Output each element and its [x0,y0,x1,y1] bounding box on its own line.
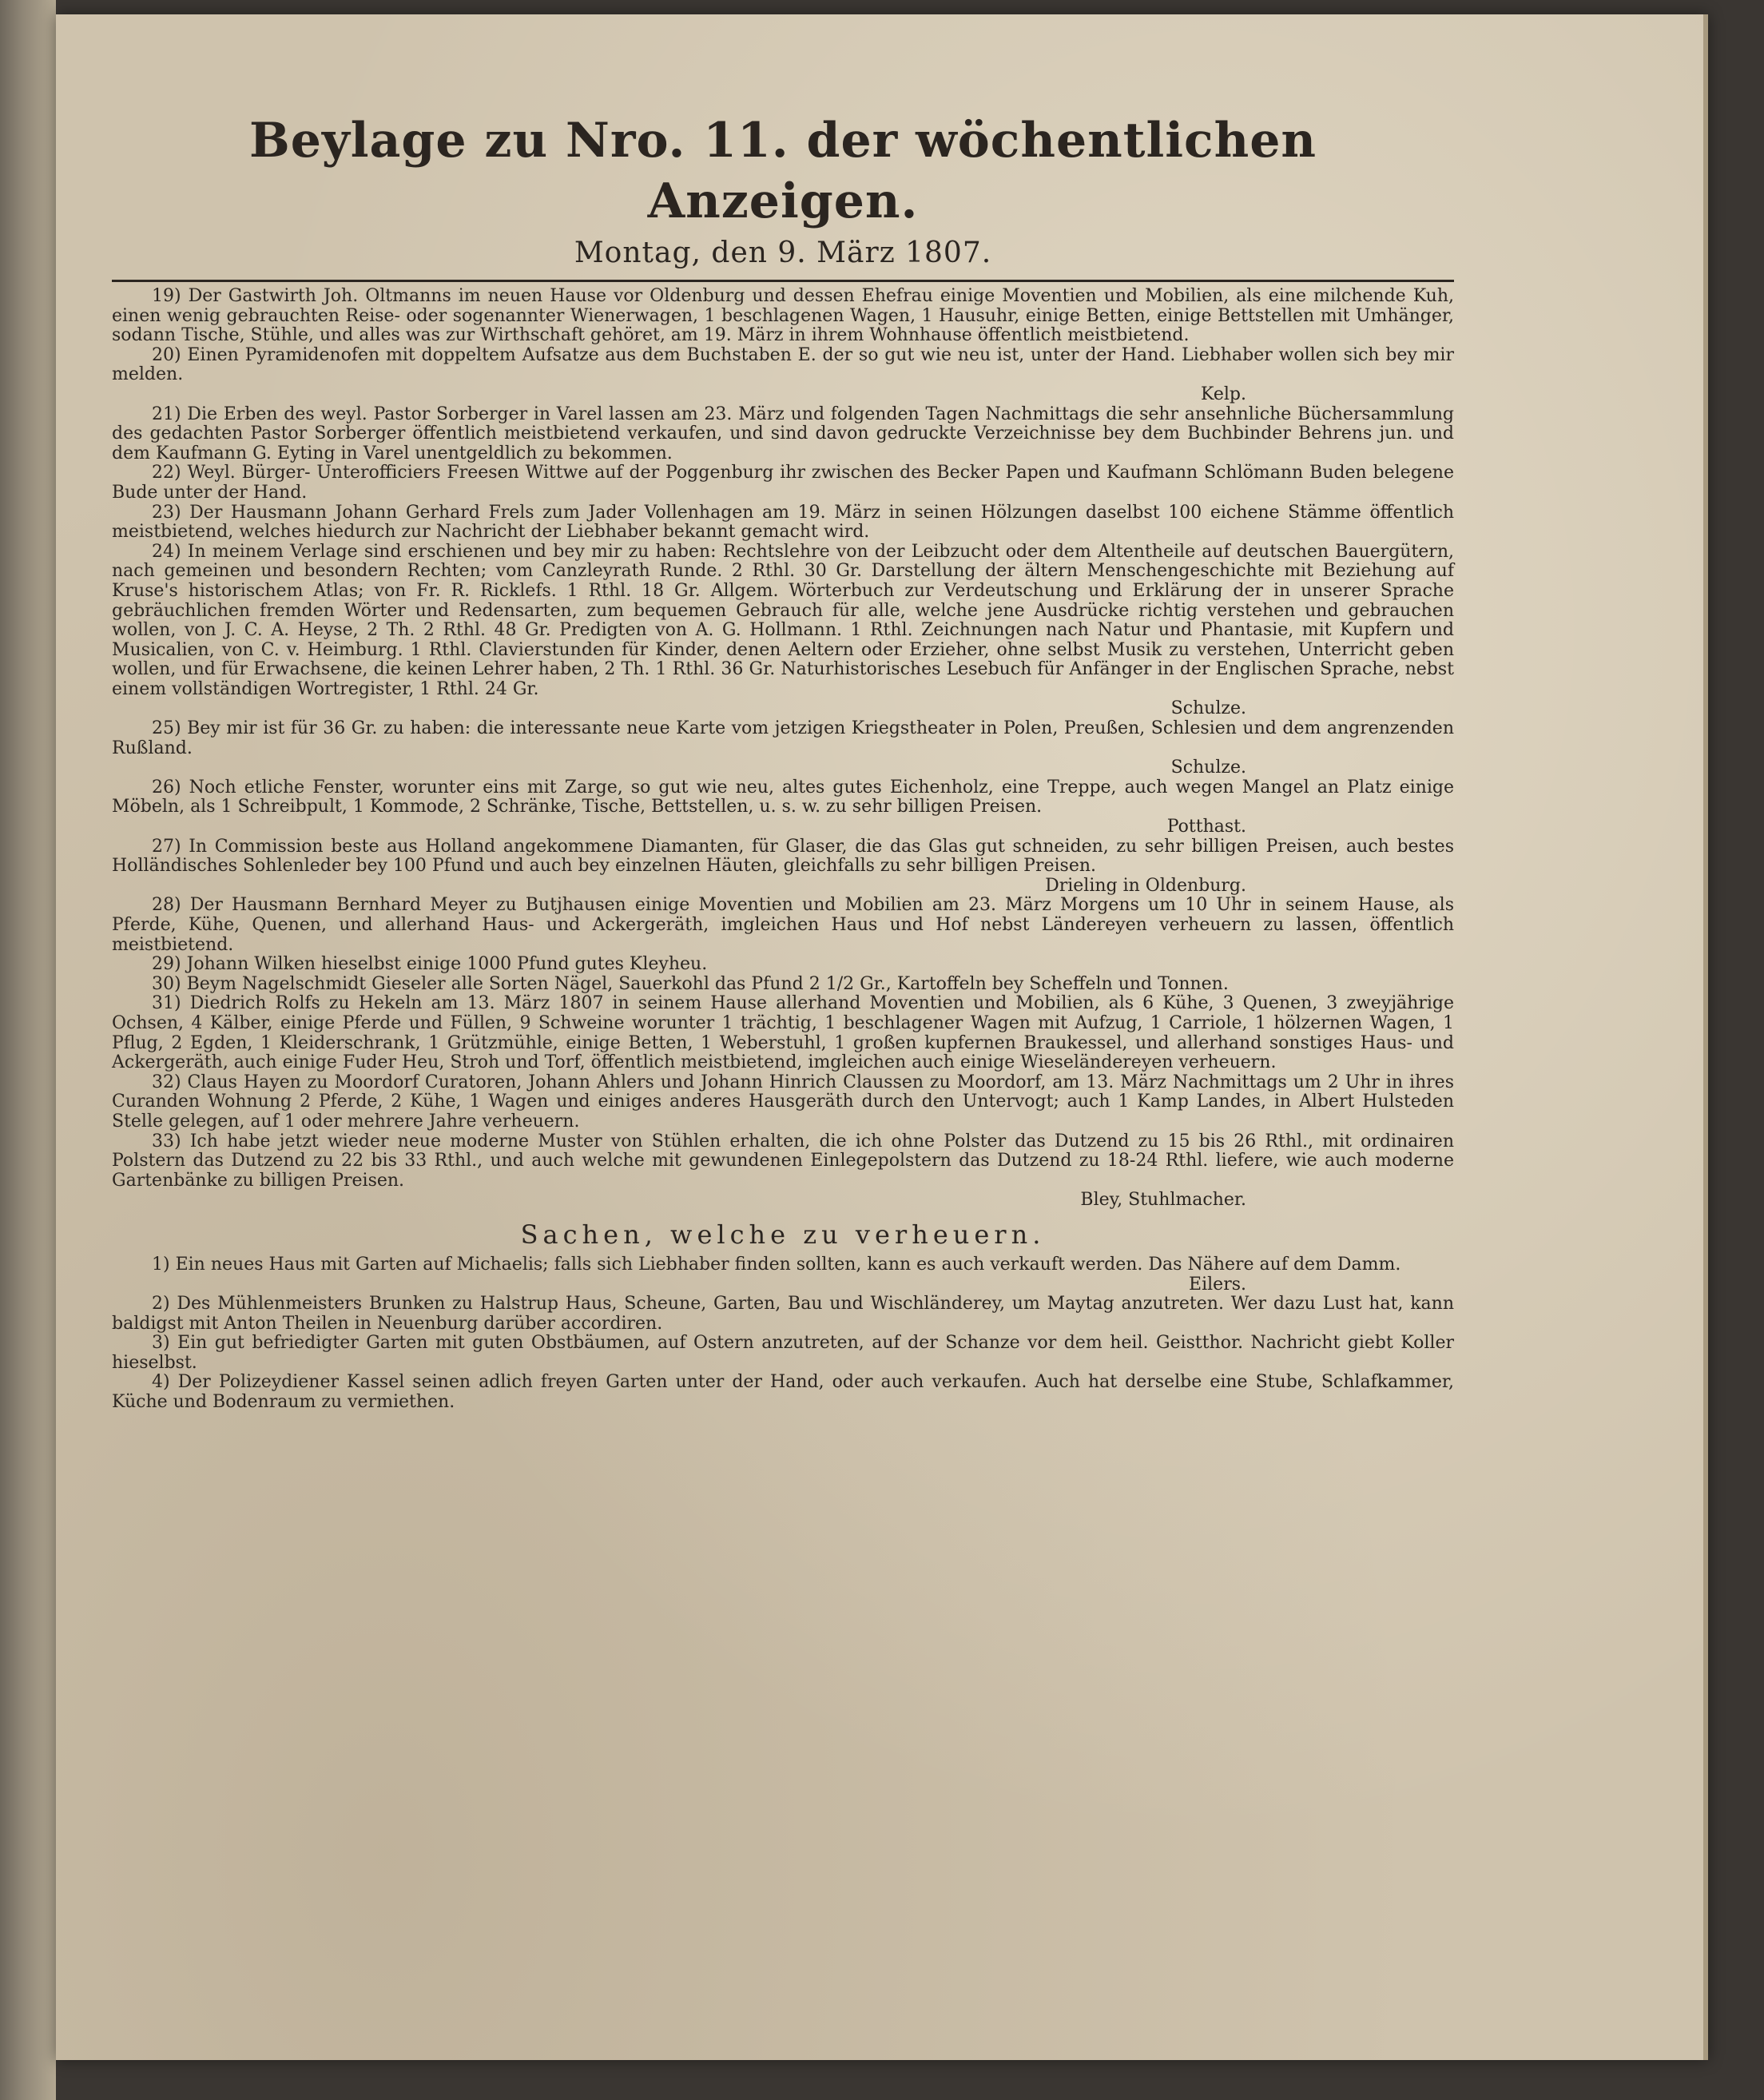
book-gutter [0,0,56,2100]
entry-signature: Schulze. [1170,758,1246,778]
entry-text: 25) Bey mir ist für 36 Gr. zu haben: die interessante neue Karte vom jetzigen Kriegstheater in Polen, Preußen, Schlesien und dem angrenzenden Rußland. [112,718,1454,758]
announcement-entry [112,719,1454,778]
header-rule [112,280,1454,282]
announcement-entry [112,1373,1454,1412]
announcement-entry [112,1334,1454,1373]
entry-text: 28) Der Hausmann Bernhard Meyer zu Butjhausen einige Moventien und Mobilien am 23. März Morgens um 10 Uhr in seinem Hause, als Pferde, Kühe, Quenen, und allerhand Haus- und Ackergeräth, imgleichen Haus und Hof nebst Ländereyen verheuern zu lassen, öffentlich meistbietend. [112,895,1454,955]
entry-text: 26) Noch etliche Fenster, worunter eins mit Zarge, so gut wie neu, altes gutes Eichenholz, eine Treppe, auch wegen Mangel an Platz einige Möbeln, als 1 Schreibpult, 1 Kommode, 2 Schränke, Tische, Bettstellen, u. s. w. zu sehr billigen Preisen. [112,777,1454,817]
entry-text: 27) In Commission beste aus Holland angekommene Diamanten, für Glaser, die das Glas gut schneiden, zu sehr billigen Preisen, auch bestes Holländisches Sohlenleder bey 100 Pfund und auch bey einzelnen Häuten, gleichfalls zu sehr billigen Preisen. [112,836,1454,877]
entry-signature: Bley, Stuhlmacher. [1080,1190,1246,1211]
announcement-entry [112,503,1454,543]
announcement-entry [112,955,1454,975]
entry-text: 30) Beym Nagelschmidt Gieseler alle Sorten Nägel, Sauerkohl das Pfund 2 1/2 Gr., Kartoffeln bey Scheffeln und Tonnen. [152,973,1229,994]
announcement-entry [112,287,1454,346]
entry-text: 20) Einen Pyramidenofen mit doppeltem Aufsatze aus dem Buchstaben E. der so gut wie neu ist, unter der Hand. Liebhaber wollen sich bey mir melden. [112,344,1454,385]
announcement-entry [112,994,1454,1072]
rental-list [112,1255,1454,1413]
section-title: Sachen, welche zu verheuern. [520,1219,1046,1250]
entry-text: 3) Ein gut befriedigter Garten mit guten Obstbäumen, auf Ostern anzutreten, auf der Schanze vor dem heil. Geistthor. Nachricht giebt Koller hieselbst. [112,1333,1454,1373]
entry-text: 24) In meinem Verlage sind erschienen und bey mir zu haben: Rechtslehre von der Leibzucht oder dem Altentheile auf deutschen Bauergütern, nach gemeinen und besondern Rechten; vom Canzleyrath Runde. 2 Rthl. 30 Gr. Darstellung der ältern Menschengeschichte mit Beziehung auf Kruse's historischem Atlas; von Fr. R. Ricklefs. 1 Rthl. 18 Gr. Allgem. Wörterbuch zur Verdeutschung und Erklärung der in unserer Sprache gebräuchlichen fremden Wörter und Redensarten, zum bequemen Gebrauch für alle, welche jene Ausdrücke richtig verstehen und gebrauchen wollen, von J. C. A. Heyse, 2 Th. 2 Rthl. 48 Gr. Predigten von A. G. Hollmann. 1 Rthl. Zeichnungen nach Natur und Phantasie, mit Kupfern und Musicalien, von C. v. Heimburg. 1 Rthl. Clavierstunden für Kinder, denen Aeltern oder Erzieher, ohne selbst Musik zu verstehen, Unterricht geben wollen, und für Erwachsene, die keinen Lehrer haben, 2 Th. 1 Rthl. 36 Gr. Naturhistorisches Lesebuch für Anfänger in der Englischen Sprache, nebst einem vollständigen Wortregister, 1 Rthl. 24 Gr. [112,541,1454,699]
entry-text: 21) Die Erben des weyl. Pastor Sorberger in Varel lassen am 23. März und folgenden Tagen Nachmittags die sehr ansehnliche Büchersammlung des gedachten Pastor Sorberger öffentlich meistbietend verkaufen, und sind davon gedruckte Verzeichnisse bey dem Buchbinder Behrens jun. und dem Kaufmann G. Eyting in Varel unentgeldlich zu bekommen. [112,404,1454,463]
entry-signature: Potthast. [1166,817,1246,837]
entry-signature: Schulze. [1170,698,1246,719]
announcement-entry [112,1073,1454,1132]
announcement-entry [112,405,1454,464]
masthead [112,110,1454,272]
entry-signature: Drieling in Oldenburg. [1045,875,1246,896]
entry-signature: Kelp. [1201,384,1246,404]
announcement-entry [112,837,1454,897]
entry-signature: Eilers. [1189,1274,1246,1295]
announcement-entry [112,778,1454,837]
announcement-list [112,287,1454,1211]
entry-text: 29) Johann Wilken hieselbst einige 1000 Pfund gutes Kleyheu. [152,954,708,975]
announcement-entry [112,975,1454,995]
announcement-entry [112,346,1454,405]
page-content [112,110,1454,1413]
entry-text: 32) Claus Hayen zu Moordorf Curatoren, Johann Ahlers und Johann Hinrich Claussen zu Moordorf, am 13. März Nachmittags um 2 Uhr in ihres Curanden Wohnung 2 Pferde, 2 Kühe, 1 Wagen und einiges anderes Hausgeräth durch den Untervogt; auch 1 Kamp Landes, in Albert Hulsteden Stelle gelegen, auf 1 oder mehrere Jahre verheuern. [112,1072,1454,1132]
newspaper-page [56,14,1708,2060]
announcement-entry [112,543,1454,719]
announcement-entry [112,1132,1454,1211]
entry-text: 19) Der Gastwirth Joh. Oltmanns im neuen Hause vor Oldenburg und dessen Ehefrau einige Moventien und Mobilien, als eine milchende Kuh, einen wenig gebrauchten Reise- oder sogenannter Wienerwagen, 1 beschlagenen Wagen, 1 Hausuhr, einige Betten, einige Bettstellen mit Umhänger, sodann Tische, Stühle, und alles was zur Wirthschaft gehöret, am 19. März in ihrem Wohnhause öffentlich meistbietend. [112,286,1454,346]
page-title: Beylage zu Nro. 11. der wöchentlichen Anzeigen. [249,113,1317,229]
entry-text: 23) Der Hausmann Johann Gerhard Frels zum Jader Vollenhagen am 19. März in seinen Hölzungen daselbst 100 eichene Stämme öffentlich meistbietend, welches hiedurch zur Nachricht der Liebhaber bekannt gemacht wird. [112,502,1454,543]
announcement-entry [112,463,1454,503]
entry-text: 2) Des Mühlenmeisters Brunken zu Halstrup Haus, Scheune, Garten, Bau und Wischländerey, um Maytag anzutreten. Wer dazu Lust hat, kann baldigst mit Anton Theilen in Neuenburg darüber accordiren. [112,1294,1454,1334]
issue-date: Montag, den 9. März 1807. [574,237,992,269]
announcement-entry [112,896,1454,955]
announcement-entry [112,1295,1454,1334]
entry-text: 31) Diedrich Rolfs zu Hekeln am 13. März 1807 in seinem Hause allerhand Moventien und Mobilien, als 6 Kühe, 3 Quenen, 3 zweyjährige Ochsen, 4 Kälber, einige Pferde und Füllen, 9 Schweine worunter 1 trächtig, 1 beschlagener Wagen mit Aufzug, 1 Carriole, 1 hölzernen Wagen, 1 Pflug, 2 Egden, 1 Kleiderschrank, 1 Grützmühle, einige Betten, 1 Weberstuhl, 1 großen kupfernen Braukessel, und allerhand sonstiges Haus- und Ackergeräth, auch einige Fuder Heu, Stroh und Torf, öffentlich meistbietend, imgleichen auch einige Wieseländereyen verheuern. [112,993,1454,1073]
announcement-entry [112,1255,1454,1295]
entry-text: 33) Ich habe jetzt wieder neue moderne Muster von Stühlen erhalten, die ich ohne Polster das Dutzend zu 15 bis 26 Rthl., mit ordinairen Polstern das Dutzend zu 22 bis 33 Rthl., und auch welche mit gewundenen Einlegepolstern das Dutzend zu 18-24 Rthl. liefere, wie auch moderne Gartenbänke zu billigen Preisen. [112,1131,1454,1191]
entry-text: 1) Ein neues Haus mit Garten auf Michaelis; falls sich Liebhaber finden sollten, kann es auch verkauft werden. Das Nähere auf dem Damm. [152,1254,1401,1275]
entry-text: 22) Weyl. Bürger- Unterofficiers Freesen Wittwe auf der Poggenburg ihr zwischen des Becker Papen und Kaufmann Schlömann Buden belegene Bude unter der Hand. [112,463,1454,503]
entry-text: 4) Der Polizeydiener Kassel seinen adlich freyen Garten unter der Hand, oder auch verkaufen. Auch hat derselbe eine Stube, Schlafkammer, Küche und Bodenraum zu vermiethen. [112,1372,1454,1413]
